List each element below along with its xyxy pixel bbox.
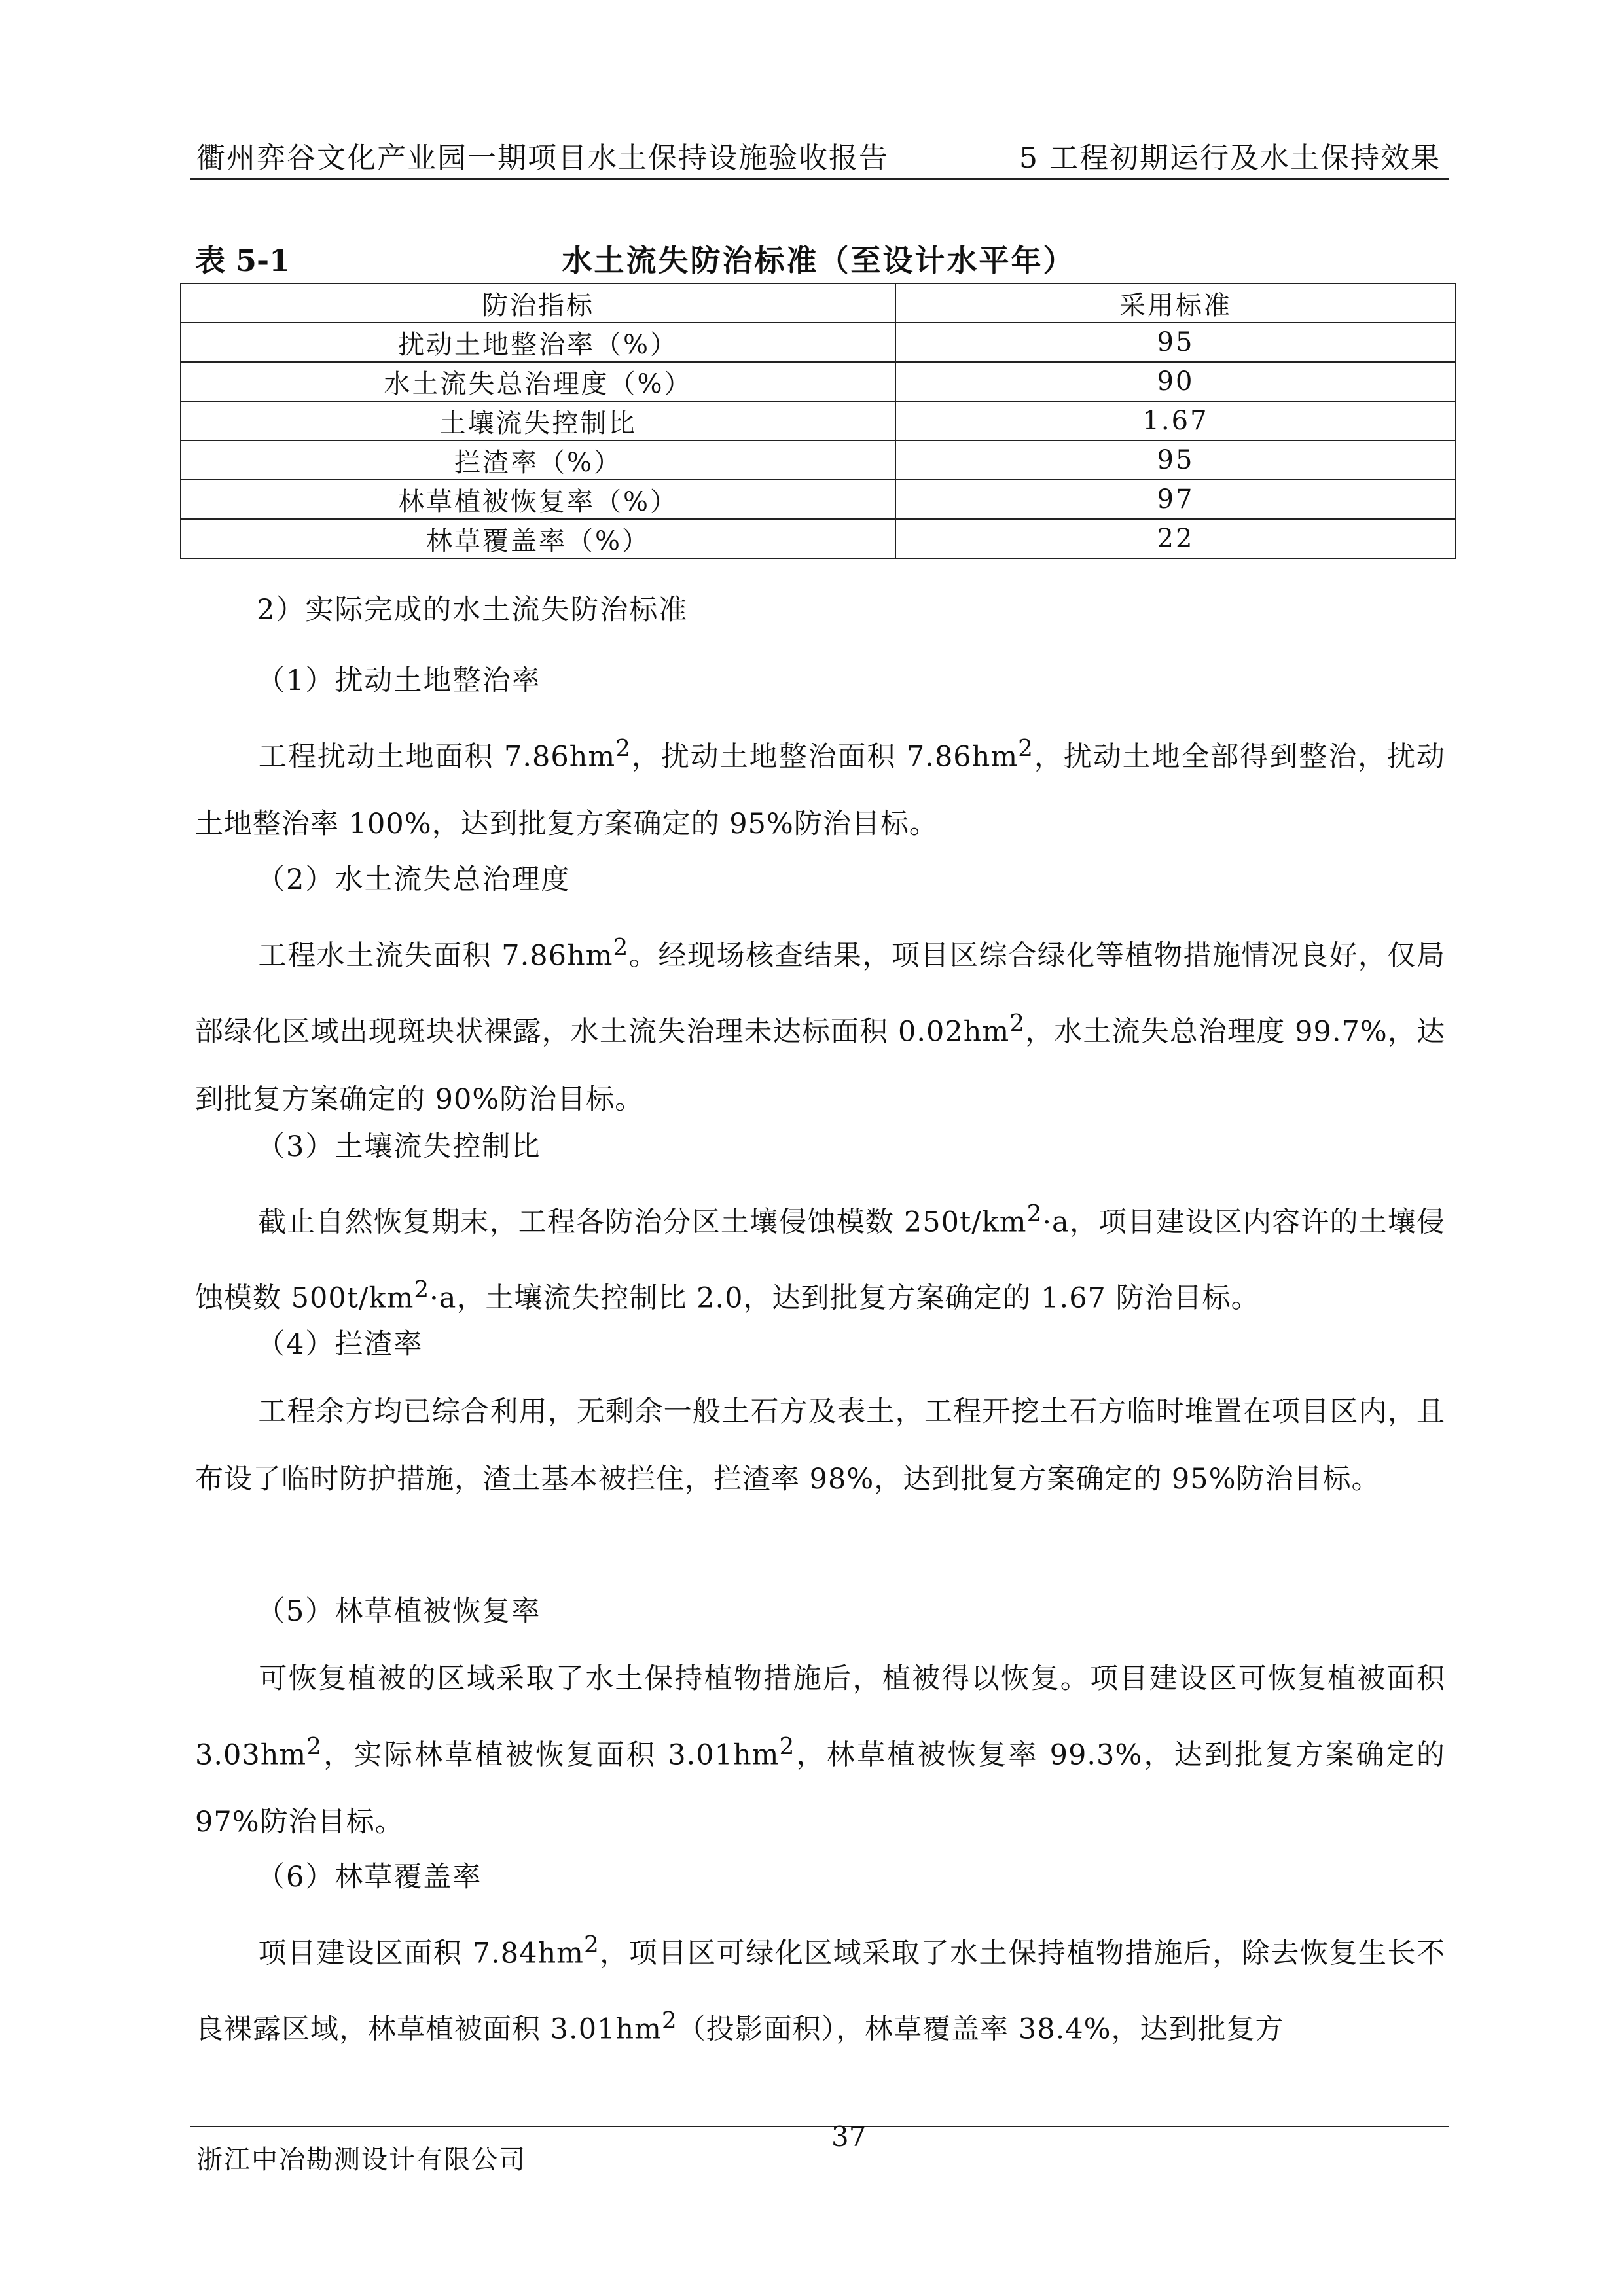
footer-rule [190, 2126, 1449, 2127]
table-row [181, 323, 1456, 362]
header-right-chapter: 5 工程初期运行及水土保持效果 [1019, 141, 1441, 175]
indicator-cell: 林草植被恢复率（%） [181, 480, 895, 519]
subsection-heading: （2）水土流失总治理度 [257, 863, 571, 896]
table-row [181, 440, 1456, 480]
value-cell: 22 [895, 519, 1456, 558]
indicator-cell: 土壤流失控制比 [181, 401, 895, 440]
table-row [181, 401, 1456, 440]
paragraph: 可恢复植被的区域采取了水土保持植物措施后，植被得以恢复。项目建设区可恢复植被面积 $3.03hm^2$，实际林草植被恢复面积 $3.01hm^2$，林草植被恢复率 99.3%，达到批复方案确定的 97%防治目标。 [195, 1662, 1445, 1839]
paragraph: 工程余方均已综合利用，无剩余一般土石方及表土，工程开挖土石方临时堆置在项目区内，且布设了临时防护措施，渣土基本被拦住，拦渣率 98%，达到批复方案确定的 95%防治目标。 [195, 1395, 1445, 1496]
footer-company: 浙江中冶勘测设计有限公司 [196, 2145, 526, 2175]
page-number: 37 [831, 2121, 867, 2153]
paragraph: 工程水土流失面积 $7.86hm^2$。经现场核查结果，项目区综合绿化等植物措施情况良好，仅局部绿化区域出现斑块状裸露，水土流失治理未达标面积 $0.02hm^2$，水土流失总治理度 99.7%，达到批复方案确定的 90%防治目标。 [195, 934, 1446, 1116]
value-cell: 95 [895, 440, 1456, 480]
section-heading: 2）实际完成的水土流失防治标准 [257, 594, 689, 626]
indicator-cell: 林草覆盖率（%） [181, 519, 895, 558]
paragraph: 截止自然恢复期末，工程各防治分区土壤侵蚀模数 $250t/km^2\cdot a$，项目建设区内容许的土壤侵蚀模数 $500t/km^2\cdot a$，土壤流失控制比 2.0，达到批复方案确定的 1.67 防治目标。 [195, 1200, 1445, 1315]
value-cell: 97 [895, 480, 1456, 519]
column-header: 采用标准 [895, 283, 1456, 323]
subsection-heading: （4）拦渣率 [257, 1328, 424, 1361]
indicator-cell: 水土流失总治理度（%） [181, 362, 895, 401]
value-cell: 1.67 [895, 401, 1456, 440]
table-title: 水土流失防治标准（至设计水平年） [562, 243, 1075, 278]
subsection-heading: （1）扰动土地整治率 [257, 664, 541, 697]
subsection-heading: （6）林草覆盖率 [257, 1861, 482, 1893]
table-row [181, 362, 1456, 401]
subsection-heading: （5）林草植被恢复率 [257, 1595, 541, 1628]
value-cell: 90 [895, 362, 1456, 401]
column-header: 防治指标 [181, 283, 895, 323]
indicator-cell: 拦渣率（%） [181, 440, 895, 480]
paragraph: 工程扰动土地面积 $7.86hm^2$，扰动土地整治面积 $7.86hm^2$，扰动土地全部得到整治，扰动土地整治率 100%，达到批复方案确定的 95%防治目标。 [195, 735, 1445, 841]
table-id: 表 5-1 [195, 243, 291, 278]
header-left-title: 衢州弈谷文化产业园一期项目水土保持设施验收报告 [196, 141, 889, 175]
value-cell: 95 [895, 323, 1456, 362]
standards-table [180, 283, 1456, 559]
indicator-cell: 扰动土地整治率（%） [181, 323, 895, 362]
table-row [181, 519, 1456, 558]
table-header-row [181, 283, 1456, 323]
subsection-heading: （3）土壤流失控制比 [257, 1130, 541, 1163]
paragraph: 项目建设区面积 $7.84hm^2$，项目区可绿化区域采取了水土保持植物措施后，除去恢复生长不良裸露区域，林草植被面积 $3.01hm^2$（投影面积），林草覆盖率 38.4%，达到批复方 [195, 1931, 1445, 2046]
header-rule [190, 178, 1449, 180]
table-row [181, 480, 1456, 519]
